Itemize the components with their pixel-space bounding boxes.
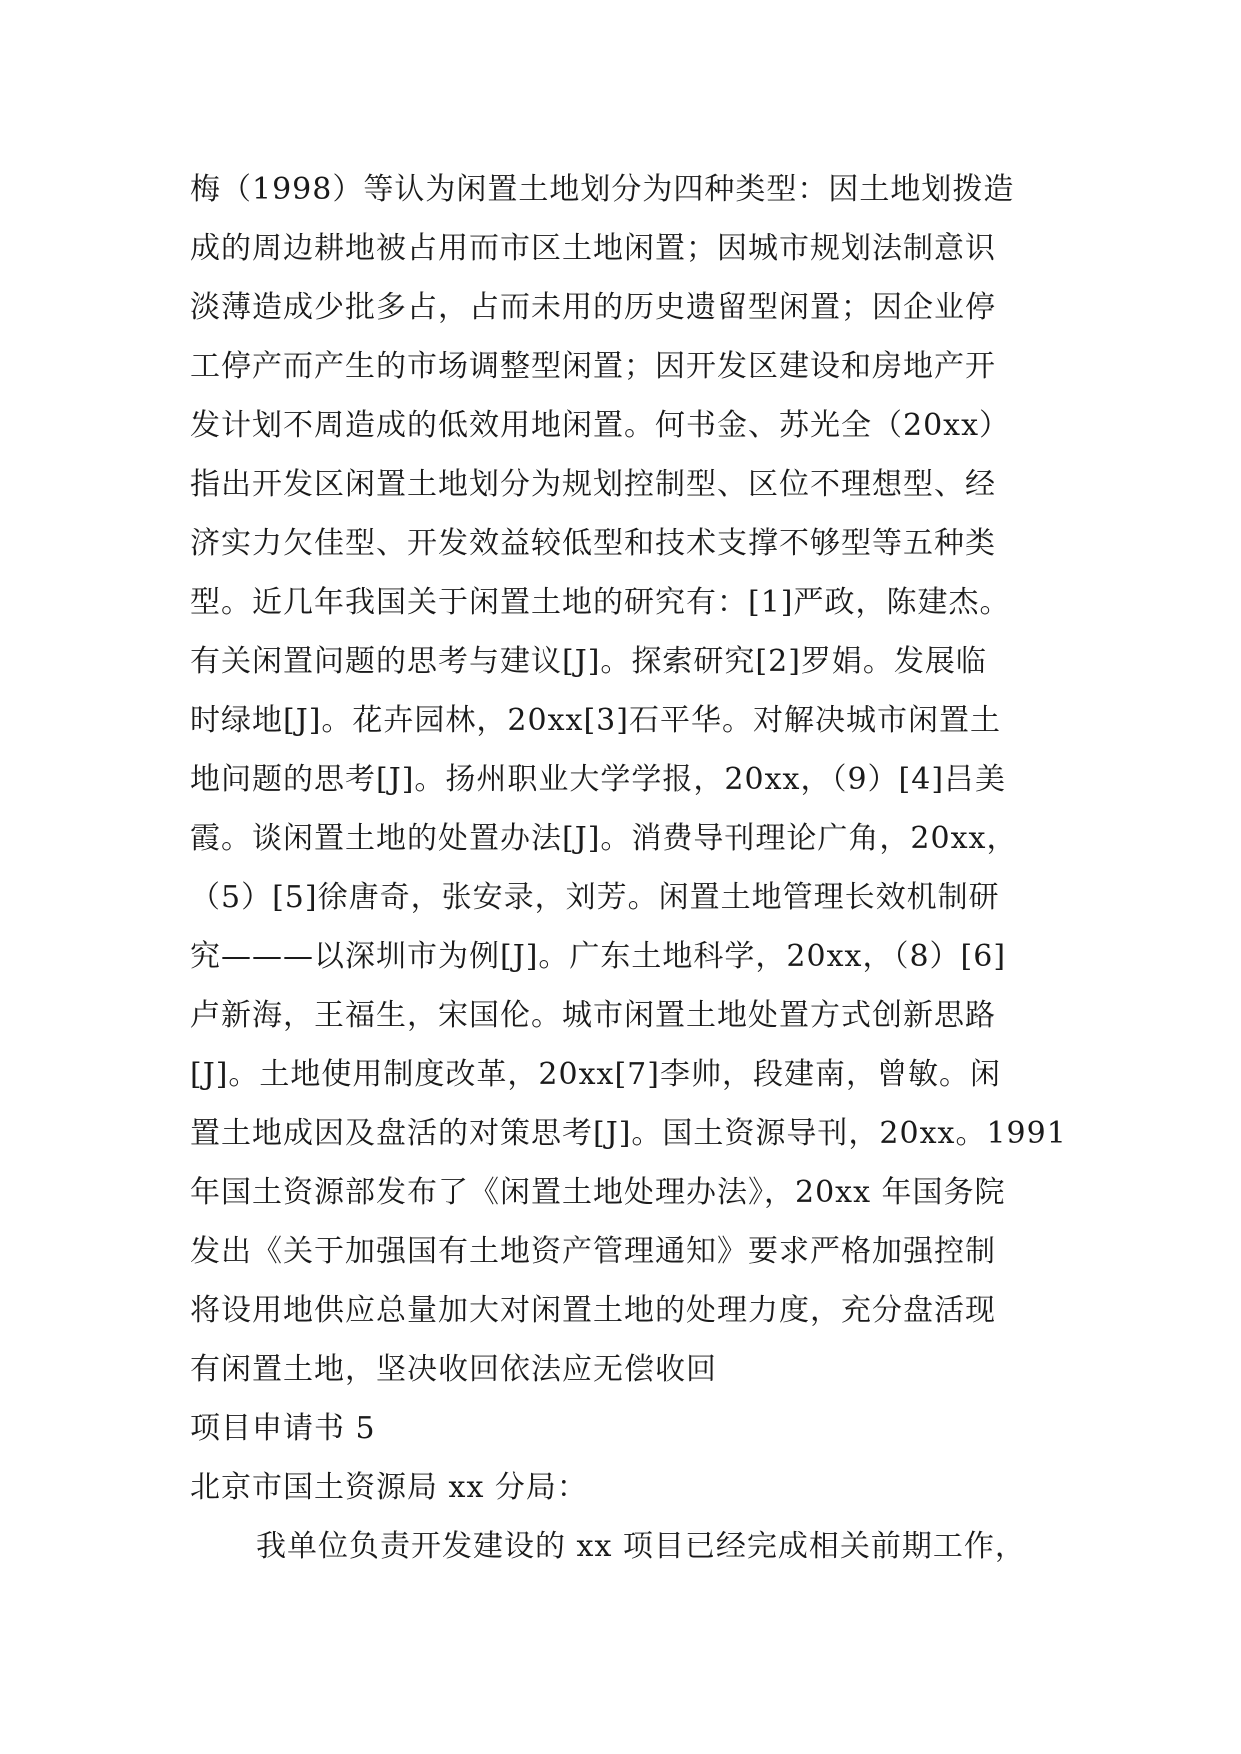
paragraph-line: 有关闲置问题的思考与建议[J]。探索研究[2]罗娟。发展临 — [190, 644, 987, 679]
document-body — [190, 160, 1070, 1576]
paragraph-line: 梅（1998）等认为闲置土地划分为四种类型：因土地划拨造 — [190, 172, 1015, 207]
paragraph-line: 发计划不周造成的低效用地闲置。何书金、苏光全（20xx） — [190, 408, 1011, 443]
paragraph-line: 济实力欠佳型、开发效益较低型和技术支撑不够型等五种类 — [190, 526, 996, 561]
paragraph-line: [J]。土地使用制度改革，20xx[7]李帅，段建南，曾敏。闲 — [190, 1057, 1001, 1092]
paragraph-line: 淡薄造成少批多占，占而未用的历史遗留型闲置；因企业停 — [190, 290, 996, 325]
paragraph-line: 发出《关于加强国有土地资产管理通知》要求严格加强控制 — [190, 1234, 996, 1269]
addressee: 北京市国土资源局 xx 分局： — [190, 1470, 588, 1505]
paragraph-line: 型。近几年我国关于闲置土地的研究有：[1]严政，陈建杰。 — [190, 585, 1011, 620]
paragraph-line: 指出开发区闲置土地划分为规划控制型、区位不理想型、经 — [190, 467, 996, 502]
paragraph-line: 究———以深圳市为例[J]。广东土地科学，20xx，（8）[6] — [190, 939, 1007, 974]
paragraph-line: 有闲置土地，坚决收回依法应无偿收回 — [190, 1352, 717, 1387]
paragraph-line: 时绿地[J]。花卉园林，20xx[3]石平华。对解决城市闲置土 — [190, 703, 1001, 738]
paragraph-line: 卢新海，王福生，宋国伦。城市闲置土地处置方式创新思路 — [190, 998, 996, 1033]
letter-first-line: 我单位负责开发建设的 xx 项目已经完成相关前期工作， — [256, 1529, 1026, 1564]
paragraph-line: 将设用地供应总量加大对闲置土地的处理力度，充分盘活现 — [190, 1293, 996, 1328]
paragraph-line: 工停产而产生的市场调整型闲置；因开发区建设和房地产开 — [190, 349, 996, 384]
paragraph-line: 地问题的思考[J]。扬州职业大学学报，20xx，（9）[4]吕美 — [190, 762, 1007, 797]
paragraph-line: 成的周边耕地被占用而市区土地闲置；因城市规划法制意识 — [190, 231, 996, 266]
section-title: 项目申请书 5 — [190, 1411, 376, 1446]
paragraph-line: 年国土资源部发布了《闲置土地处理办法》，20xx 年国务院 — [190, 1175, 1006, 1210]
paragraph-line: （5）[5]徐唐奇，张安录，刘芳。闲置土地管理长效机制研 — [190, 880, 1000, 915]
paragraph-line: 霞。谈闲置土地的处置办法[J]。消费导刊理论广角，20xx， — [190, 821, 1018, 856]
paragraph-line: 置土地成因及盘活的对策思考[J]。国土资源导刊，20xx。1991 — [190, 1116, 1067, 1151]
